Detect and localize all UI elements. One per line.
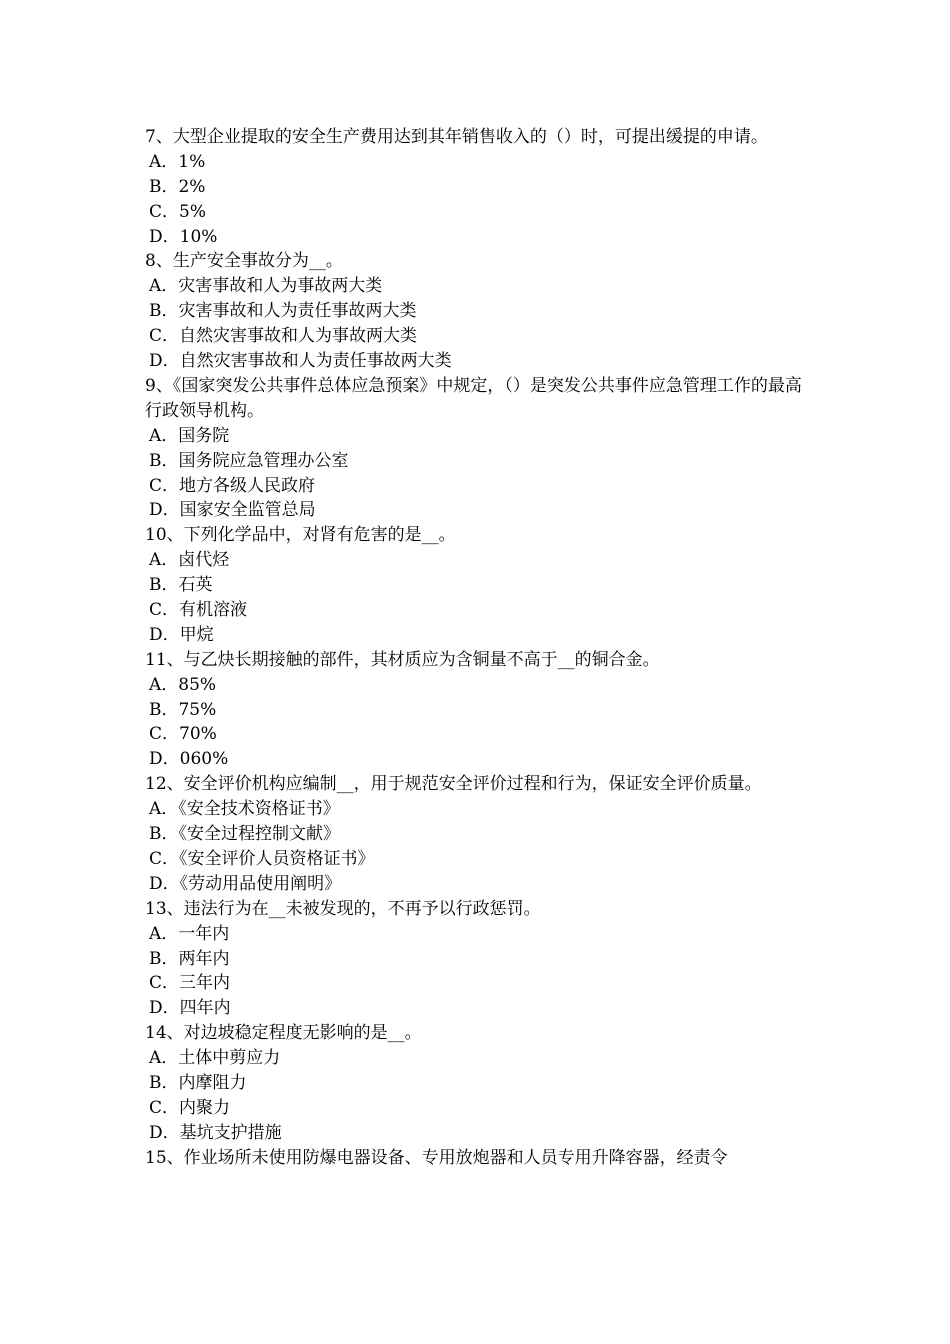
option-d: D．10% xyxy=(149,226,218,247)
option-b: B．石英 xyxy=(149,575,213,596)
option-a: A．85% xyxy=(149,674,217,695)
option-d: D．自然灾害事故和人为责任事故两大类 xyxy=(149,351,452,372)
question-stem: 13、违法行为在__未被发现的，不再予以行政惩罚。 xyxy=(145,898,541,919)
option-b: B．内摩阻力 xyxy=(149,1072,247,1093)
question-10 xyxy=(145,523,810,647)
option-c: C．5% xyxy=(149,201,206,222)
option-a: A．一年内 xyxy=(149,923,230,944)
question-stem: 8、生产安全事故分为__。 xyxy=(145,251,343,272)
option-c: C．70% xyxy=(149,724,217,745)
question-15 xyxy=(145,1146,810,1171)
option-b: B．两年内 xyxy=(149,948,230,969)
question-stem: 10、下列化学品中，对肾有危害的是__。 xyxy=(145,525,456,546)
option-d: D．060% xyxy=(149,749,229,770)
question-stem: 7、大型企业提取的安全生产费用达到其年销售收入的（）时，可提出缓提的申请。 xyxy=(145,127,768,147)
question-list xyxy=(145,125,810,1171)
option-c: C．内聚力 xyxy=(149,1097,231,1118)
question-14 xyxy=(145,1021,810,1145)
option-c: C．三年内 xyxy=(149,973,231,994)
option-c: C．自然灾害事故和人为事故两大类 xyxy=(149,326,418,347)
option-d: D．四年内 xyxy=(149,998,231,1019)
question-13 xyxy=(145,897,810,1021)
option-d: D．《劳动用品使用阐明》 xyxy=(149,873,342,894)
option-d: D．国家安全监管总局 xyxy=(149,500,316,521)
option-b: B．国务院应急管理办公室 xyxy=(149,450,349,471)
option-b: B．灾害事故和人为责任事故两大类 xyxy=(149,301,417,322)
option-b: B．《安全过程控制文献》 xyxy=(149,824,340,845)
question-stem: 11、与乙炔长期接触的部件，其材质应为含铜量不高于__的铜合金。 xyxy=(145,649,660,670)
option-c: C．有机溶液 xyxy=(149,600,248,620)
option-c: C．地方各级人民政府 xyxy=(149,475,316,496)
question-9 xyxy=(145,374,810,523)
question-stem: 12、安全评价机构应编制__，用于规范安全评价过程和行为，保证安全评价质量。 xyxy=(145,774,762,795)
option-b: B．75% xyxy=(149,699,217,720)
option-a: A．土体中剪应力 xyxy=(149,1048,281,1069)
option-a: A．国务院 xyxy=(149,425,230,446)
option-a: A．1% xyxy=(149,151,206,172)
question-8 xyxy=(145,249,810,373)
question-stem: 15、作业场所未使用防爆电器设备、专用放炮器和人员专用升降容器，经责令 xyxy=(145,1147,728,1168)
option-d: D．甲烷 xyxy=(149,624,214,645)
question-stem: 14、对边坡稳定程度无影响的是__。 xyxy=(145,1023,422,1044)
option-a: A．卤代烃 xyxy=(149,550,230,571)
question-11 xyxy=(145,648,810,772)
option-b: B．2% xyxy=(149,176,206,197)
question-7 xyxy=(145,125,810,249)
option-a: A．《安全技术资格证书》 xyxy=(149,799,340,820)
question-stem: 9、《国家突发公共事件总体应急预案》中规定，（）是突发公共事件应急管理工作的最高行政领导机构。 xyxy=(145,375,802,421)
option-d: D．基坑支护措施 xyxy=(149,1122,282,1143)
question-12 xyxy=(145,772,810,896)
option-c: C．《安全评价人员资格证书》 xyxy=(149,848,375,869)
option-a: A．灾害事故和人为事故两大类 xyxy=(149,276,383,297)
